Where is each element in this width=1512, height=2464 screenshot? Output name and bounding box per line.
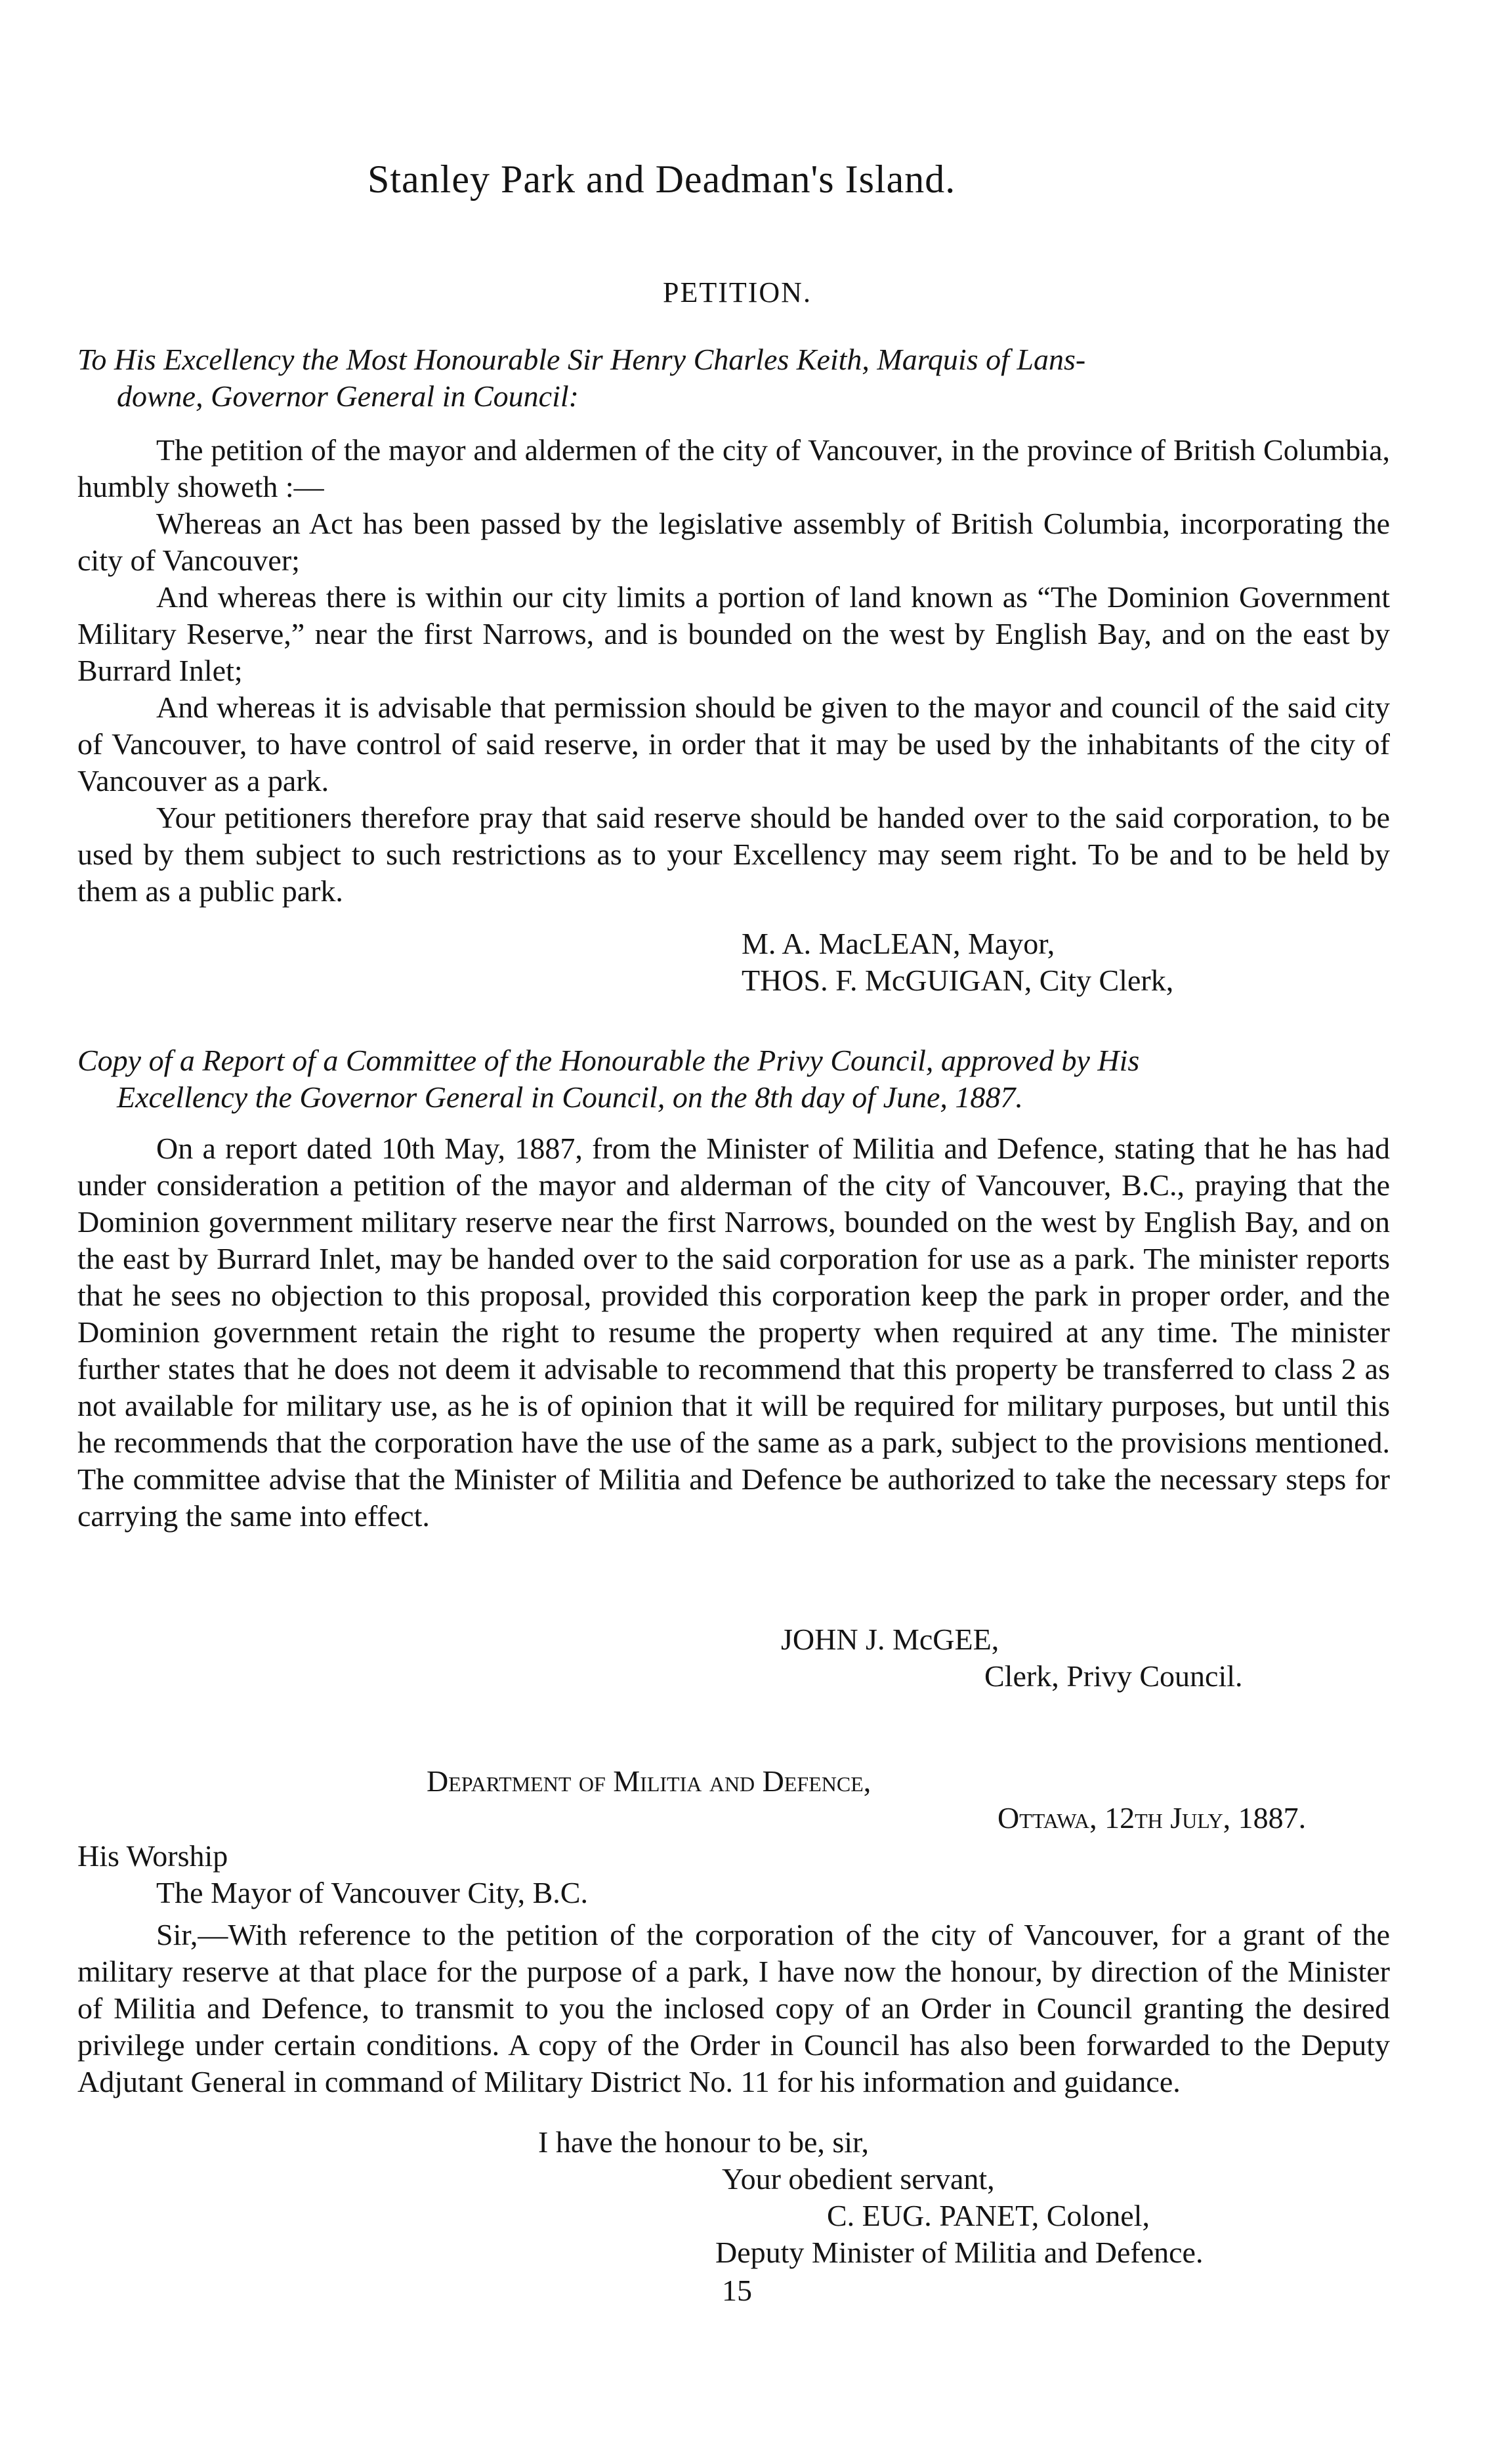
letter-closing-line1: I have the honour to be, sir, <box>538 2125 870 2159</box>
petition-paragraph: Your petitioners therefore pray that said reserve should be handed over to the said corporation, to be used by them subject to such restrictions as to your Excellency may seem right. To be and to be held by them as a public park. <box>77 801 1390 908</box>
letter-body <box>77 1917 1390 2100</box>
letter-paragraph: Sir,—With reference to the petition of the corporation of the city of Vancouver, for a grant of the military reserve at that place for the purpose of a park, I have now the honour, by direction of the Minister of Militia and Defence, to transmit to you the inclosed copy of an Order in Council granting the desired privilege under certain conditions. A copy of the Order in Council has also been forwarded to the Deputy Adjutant General in command of Military District No. 11 for his information and guidance. <box>77 1918 1390 2098</box>
petition-address-line2: downe, Governor General in Council: <box>117 379 579 413</box>
page-title: Stanley Park and Deadman's Island. <box>368 158 956 201</box>
letter-closing-line2: Your obedient servant, <box>722 2162 995 2196</box>
petition-paragraph: Whereas an Act has been passed by the legislative assembly of British Columbia, incorporating the city of Vancouver; <box>77 507 1390 577</box>
letter-department: Department of Militia and Defence, <box>427 1764 872 1798</box>
letter-addressee-line1: His Worship <box>77 1839 228 1873</box>
report-signature-title: Clerk, Privy Council. <box>984 1659 1243 1693</box>
report-paragraph: On a report dated 10th May, 1887, from the Minister of Militia and Defence, stating that he has had under consideration a petition of the mayor and alderman of the city of Vancouver, B.C., praying that the Dominion government military reserve near the first Narrows, bounded on the west by English Bay, and on the east by Burrard Inlet, may be handed over to the said corporation for use as a park. The minister reports that he sees no objection to this proposal, provided this corporation keep the park in proper order, and the Dominion government retain the right to resume the property when required at any time. The minister further states that he does not deem it advisable to recommend that this property be transferred to class 2 as not available for military use, as he is of opinion that it will be required for military purposes, but until this he recommends that the corporation have the use of the same as a park, subject to the provisions mentioned. The committee advise that the Minister of Militia and Defence be authorized to take the necessary steps for carrying the same into effect. <box>77 1132 1390 1533</box>
petition-paragraph: And whereas it is advisable that permission should be given to the mayor and council of the said city of Vancouver, to have control of said reserve, in order that it may be used by the inhabitants of the city of Vancouver as a park. <box>77 690 1390 797</box>
petition-address-line1: To His Excellency the Most Honourable Sir Henry Charles Keith, Marquis of Lans- <box>77 343 1086 376</box>
report-signature-name: JOHN J. McGEE, <box>781 1623 999 1656</box>
petition-paragraph: And whereas there is within our city limits a portion of land known as “The Dominion Government Military Reserve,” near the first Narrows, and is bounded on the west by English Bay, and on the east by Burrard Inlet; <box>77 580 1390 687</box>
letter-place-date: Ottawa, 12th July, 1887. <box>998 1801 1307 1835</box>
report-heading-line1: Copy of a Report of a Committee of the Honourable the Privy Council, approved by His <box>77 1044 1140 1077</box>
letter-signature-title: Deputy Minister of Militia and Defence. <box>715 2236 1204 2269</box>
petition-heading: PETITION. <box>663 276 812 308</box>
petition-signature-mayor: M. A. MacLEAN, Mayor, <box>742 927 1055 960</box>
petition-paragraph: The petition of the mayor and aldermen of the city of Vancouver, in the province of British Columbia, humbly showeth :— <box>77 433 1390 503</box>
petition-body <box>77 432 1390 910</box>
letter-signature-name: C. EUG. PANET, Colonel, <box>827 2199 1150 2232</box>
report-body <box>77 1130 1390 1535</box>
petition-signature-clerk: THOS. F. McGUIGAN, City Clerk, <box>742 964 1174 997</box>
report-heading-line2: Excellency the Governor General in Council, on the 8th day of June, 1887. <box>117 1080 1023 1114</box>
page-number: 15 <box>722 2274 752 2307</box>
letter-addressee-line2: The Mayor of Vancouver City, B.C. <box>156 1876 588 1909</box>
